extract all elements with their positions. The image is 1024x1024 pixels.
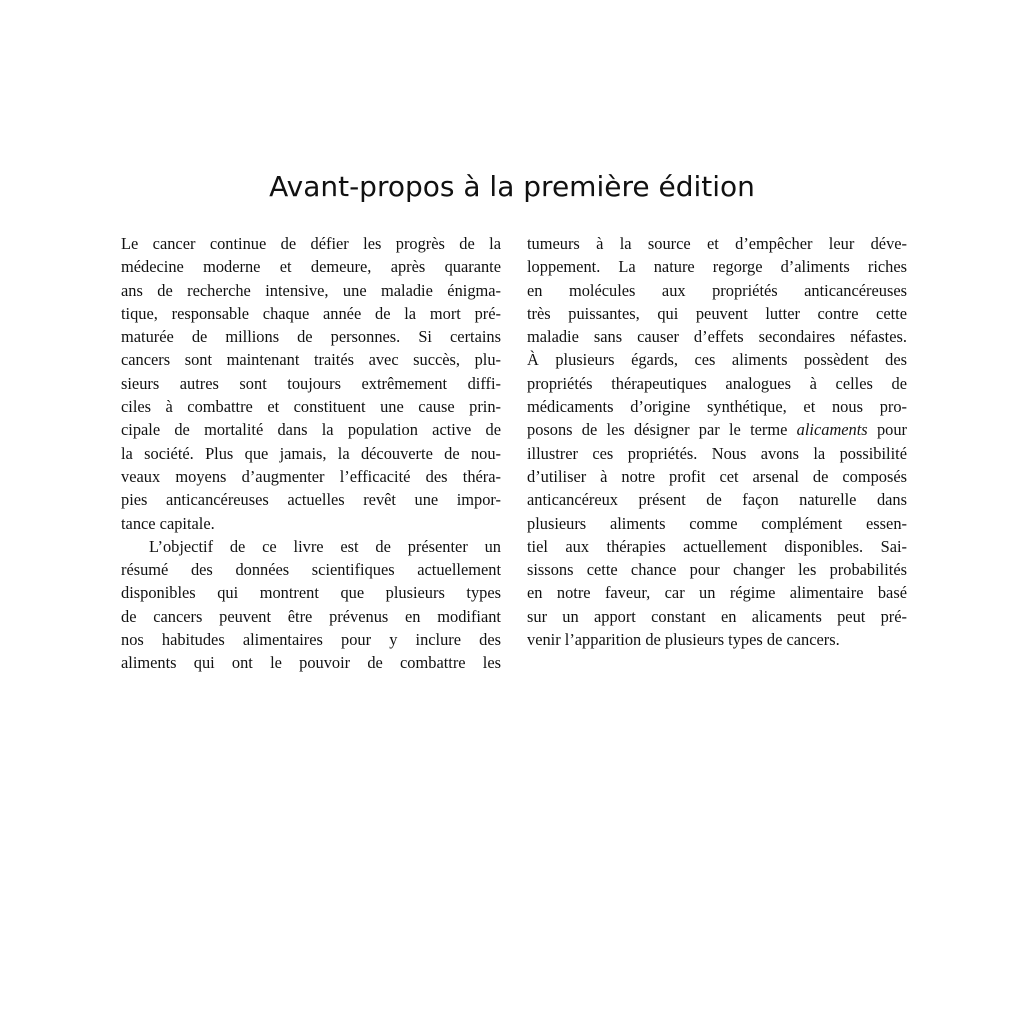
text-segment: pour xyxy=(867,420,907,440)
text-line: cancers sont maintenant traités avec succès, plu- xyxy=(121,350,501,370)
text-line: L’objectif de ce livre est de présenter un xyxy=(149,536,501,556)
text-line: nos habitudes alimentaires pour y inclure des xyxy=(121,630,501,650)
text-line: tiel aux thérapies actuellement disponibles. Sai- xyxy=(527,536,907,556)
text-line: très puissantes, qui peuvent lutter contre cette xyxy=(527,303,907,323)
text-line: aliments qui ont le pouvoir de combattre les xyxy=(121,653,501,673)
text-line: plusieurs aliments comme complément essen- xyxy=(527,513,907,533)
text-line: tumeurs à la source et d’empêcher leur déve- xyxy=(527,234,907,253)
text-line: veaux moyens d’augmenter l’efficacité des théra- xyxy=(121,466,501,486)
text-line: en molécules aux propriétés anticancéreuses xyxy=(527,280,907,300)
text-line: anticancéreux présent de façon naturelle dans xyxy=(527,490,907,510)
text-line: cipale de mortalité dans la population active de xyxy=(121,420,501,440)
text-line: résumé des données scientifiques actuellement xyxy=(121,560,501,580)
text-line: la société. Plus que jamais, la découverte de nou- xyxy=(121,443,501,463)
italic-term: alicaments xyxy=(796,420,868,440)
text-line: À plusieurs égards, ces aliments possèdent des xyxy=(527,350,907,370)
text-line: sissons cette chance pour changer les probabilités xyxy=(527,560,907,580)
text-line: ans de recherche intensive, une maladie énigma- xyxy=(121,280,501,300)
text-line: venir l’apparition de plusieurs types de cancers. xyxy=(527,630,840,650)
text-line: tique, responsable chaque année de la mort pré- xyxy=(121,303,501,323)
text-line: médicaments d’origine synthétique, et nous pro- xyxy=(527,397,907,417)
page-title: Avant-propos à la première édition xyxy=(269,170,755,203)
text-line: de cancers peuvent être prévenus en modifiant xyxy=(121,606,501,626)
text-line: médecine moderne et demeure, après quarante xyxy=(121,257,501,277)
text-line: maturée de millions de personnes. Si certains xyxy=(121,327,501,347)
text-line: maladie sans causer d’effets secondaires néfastes. xyxy=(527,327,907,347)
text-line xyxy=(527,418,907,441)
text-line: tance capitale. xyxy=(121,513,215,533)
left-column xyxy=(121,232,501,675)
text-line: sieurs autres sont toujours extrêmement diffi- xyxy=(121,373,501,393)
right-column xyxy=(527,232,907,651)
text-line: en notre faveur, car un régime alimentaire basé xyxy=(527,583,907,603)
text-line: Le cancer continue de défier les progrès de la xyxy=(121,234,501,253)
text-line: ciles à combattre et constituent une cause prin- xyxy=(121,397,501,417)
text-line: propriétés thérapeutiques analogues à celles de xyxy=(527,373,907,393)
text-segment: posons de les désigner par le terme xyxy=(527,420,797,440)
text-line: loppement. La nature regorge d’aliments riches xyxy=(527,257,907,277)
text-line: illustrer ces propriétés. Nous avons la possibilité xyxy=(527,443,907,463)
text-line: disponibles qui montrent que plusieurs types xyxy=(121,583,501,603)
text-line: d’utiliser à notre profit cet arsenal de composés xyxy=(527,466,907,486)
text-line: sur un apport constant en alicaments peut pré- xyxy=(527,606,907,626)
text-line: pies anticancéreuses actuelles revêt une impor- xyxy=(121,490,501,510)
